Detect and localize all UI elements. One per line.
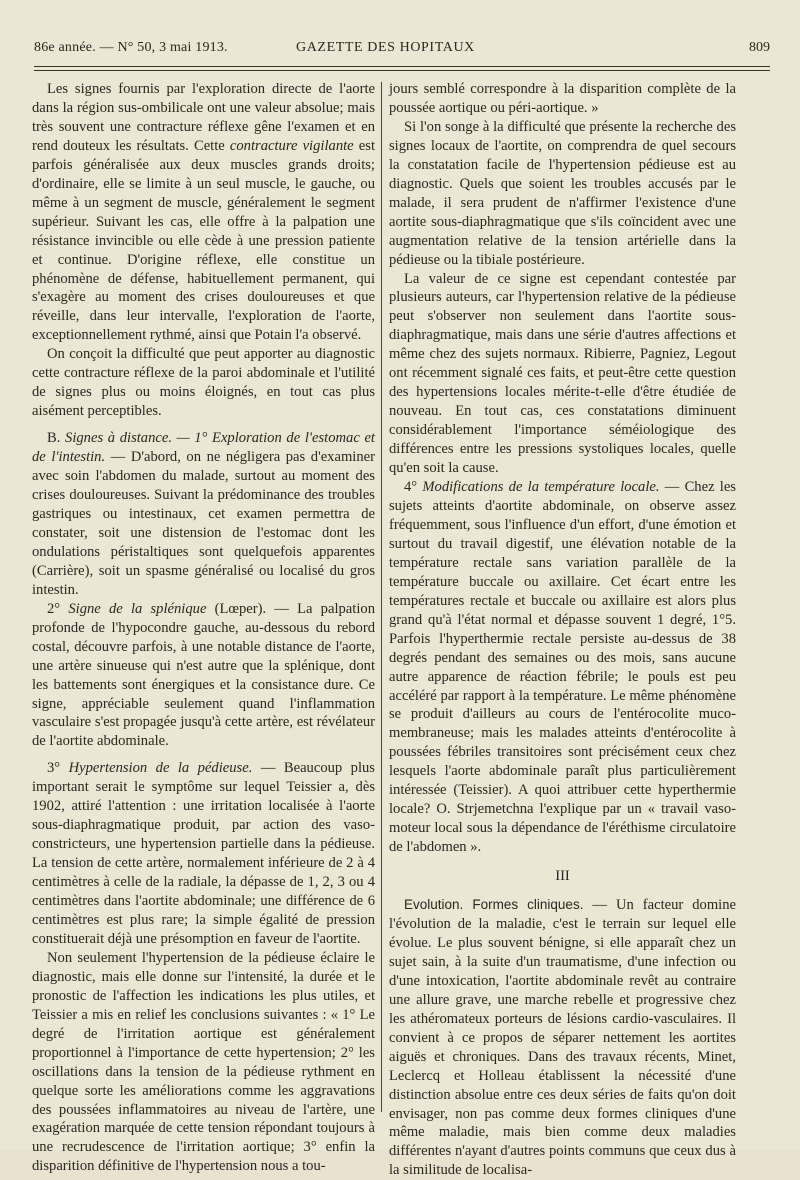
paragraph: 4° Modifications de la température locale. — Chez les sujets atteints d'aortite abdominale, on observe assez fréquemment, sous l'influence d'un effort, d'une émotion et surtout du travail digestif, une élévation notable de la température rectale sans variation parallèle de la température buccale ou axillaire. Cet écart entre les températures rectale et buccale ou axillaire est alors plus grand qu'à l'état normal et dépasse souvent 1 degré, 1°5. Parfois l'hyperthermie rectale persiste au-dessus de 38 degrés pendant des semaines ou des mois, sans aucune autre apparence de réaction fébrile; le pouls est peu accéléré par rapport à la température. Le même phénomène se produit d'ailleurs au cours de l'entérocolite muco-membraneuse; mais les malades atteints d'entérocolite à poussées fébriles transitoires sont précisément ceux chez lesquels l'aorte abdominale paraît plus particulièrement intéressée (Teissier). A quoi attribuer cette hyperthermie locale? O. Strjemetchna l'explique par un « travail vaso-moteur local sous la dépendance de l'éréthisme circulatoire de l'abdomen ». <box>389 479 736 856</box>
paragraph: On conçoit la difficulté que peut apporter au diagnostic cette contracture réflexe de la paroi abdominale et l'utilité de signes plus ou moins éloignés, en tout cas plus aisément perceptibles. <box>32 346 375 420</box>
paragraph: Si l'on songe à la difficulté que présente la recherche des signes locaux de l'aortite, on comprendra de quel secours la constatation facile de l'hypertension pédieuse est au diagnostic. Quels que soient les troubles accusés par le malade, il sera prudent de n'affirmer l'existence d'une aortite sous-diaphragmatique que s'ils coïncident avec une augmentation relative de la tension artérielle dans la pédieuse ou la tibiale postérieure. <box>389 118 736 268</box>
paragraph: Evolution. Formes cliniques. — Un facteur domine l'évolution de la maladie, c'est le terrain sur lequel elle évolue. Le plus souvent bénigne, si elle apparaît chez un sujet sain, à la suite d'un traumatisme, d'une infection ou d'une intoxication, l'aortite abdominale revêt au contraire une allure grave, une marche rebelle et progressive chez les athéromateux porteurs de lésions cardio-vasculaires. Il convient à ce propos de séparer nettement les aortites aiguës et chroniques. Dans des travaux récents, Minet, Leclercq et Holleau établissent la nécessité d'une distinction absolue entre ces deux séries de faits qu'on doit envisager, non pas comme deux formes cliniques d'une même maladie, mais bien comme deux maladies différentes n'ayant d'autres points communs que ceux dus à la similitude de localisa- <box>389 897 736 1179</box>
paragraph: jours semblé correspondre à la disparition complète de la poussée aortique ou péri-aortique. » <box>389 81 736 116</box>
paragraph: 2° Signe de la splénique (Lœper). — La palpation profonde de l'hypocondre gauche, au-dessous du rebord costal, découvre parfois, à une notable distance de l'aorte, une artère sinueuse qui n'est autre que la splénique, dont les battements sont énergiques et la consistance dure. Ce signe, appréciable seulement quand l'inflammation vasculaire s'est propagée jusqu'à cette artère, est révélateur de l'aortite abdominale. <box>32 600 375 750</box>
paragraph: Les signes fournis par l'exploration directe de l'aorte dans la région sus-ombilicale ont une valeur absolue; mais très souvent une contracture réflexe gêne l'examen et en rend douteux les résultats. Cette contracture vigilante est parfois généralisée aux deux muscles grands droits; d'ordinaire, elle se limite à un seul muscle, le gauche, ou même à un segment de muscle, généralement le segment supérieur. Suivant les cas, elle offre à la palpation une résistance invincible ou elle cède à une pression patiente et continue. D'origine réflexe, elle constitue un phénomène de défense, habituellement permanent, qui s'exagère au moment des crises douloureuses et que réveille, dans leur intervalle, l'exploration de l'aorte, exceptionnellement rythmé, ainsi que Potain l'a observé. <box>32 81 375 344</box>
paragraph: La valeur de ce signe est cependant contestée par plusieurs auteurs, car l'hypertension relative de la pédieuse peut s'observer non seulement dans l'aortite sous-diaphragmatique, mais dans une série d'autres affections et même chez des sujets normaux. Ribierre, Pagniez, Legout ont récemment signalé ces faits, et peut-être cette question des hypertensions locales mérite-t-elle d'être étudiée de nouveau. En tout cas, ces constatations diminuent considérablement l'importance séméiologique des différences entre les pressions systoliques locales, quelle qu'en soit la cause. <box>389 270 736 477</box>
paragraph: B. Signes à distance. — 1° Exploration de l'estomac et de l'intestin. — D'abord, on ne négligera pas d'examiner avec soin l'abdomen du malade, surtout au moment des crises douloureuses. Suivant la prédominance des troubles gastriques ou intestinaux, cet examen permettra de constater, soit une distension de l'estomac dont les ondulations péristaltiques sont quelquefois apparentes (Carrière), soit un spasme généralisé ou localisé du gros intestin. <box>32 430 375 598</box>
section-heading: III <box>555 868 570 885</box>
left-column <box>32 80 375 1176</box>
paragraph: 3° Hypertension de la pédieuse. — Beaucoup plus important serait le symptôme sur lequel Teissier a, dès 1902, attiré l'attention : une irritation localisée à l'aorte sous-diaphragmatique produit, par action des vaso-constricteurs, une hypertension partielle dans la pédieuse. La tension de cette artère, normalement inférieure de 2 à 4 centimètres à celle de la radiale, la dépasse de 1, 2, 3 ou 4 centimètres dans l'aortite abdominale; une différence de 6 centimètres est plus rare; la simple égalité de pression constituerait déjà une présomption en faveur de l'aortite. <box>32 760 375 947</box>
header-rule-bottom <box>34 70 770 71</box>
paragraph: Non seulement l'hypertension de la pédieuse éclaire le diagnostic, mais elle donne sur l'intensité, la durée et le pronostic de l'affection les indications les plus utiles, et Teissier a mis en relief les conclusions suivantes : « 1° Le degré de l'irritation aortique est généralement proportionnel à l'importance de cette hypertension; 2° les oscillations dans la tension de la pédieuse rythment en quelque sorte les améliorations comme les aggravations des poussées inflammatoires au niveau de l'artère, une exagération marquée de cette tension répondant toujours à une recrudescence de l'irritation aortique; 3° enfin la disparition définitive de l'hypertension nous a tou- <box>32 949 375 1175</box>
header-rule-top <box>34 66 770 67</box>
page-header <box>34 40 770 60</box>
page-number: 809 <box>749 40 770 55</box>
column-divider <box>381 82 382 1112</box>
right-column <box>389 80 736 1180</box>
publication-title: GAZETTE DES HOPITAUX <box>296 40 475 55</box>
issue-info: 86e année. — N° 50, 3 mai 1913. <box>34 40 228 55</box>
